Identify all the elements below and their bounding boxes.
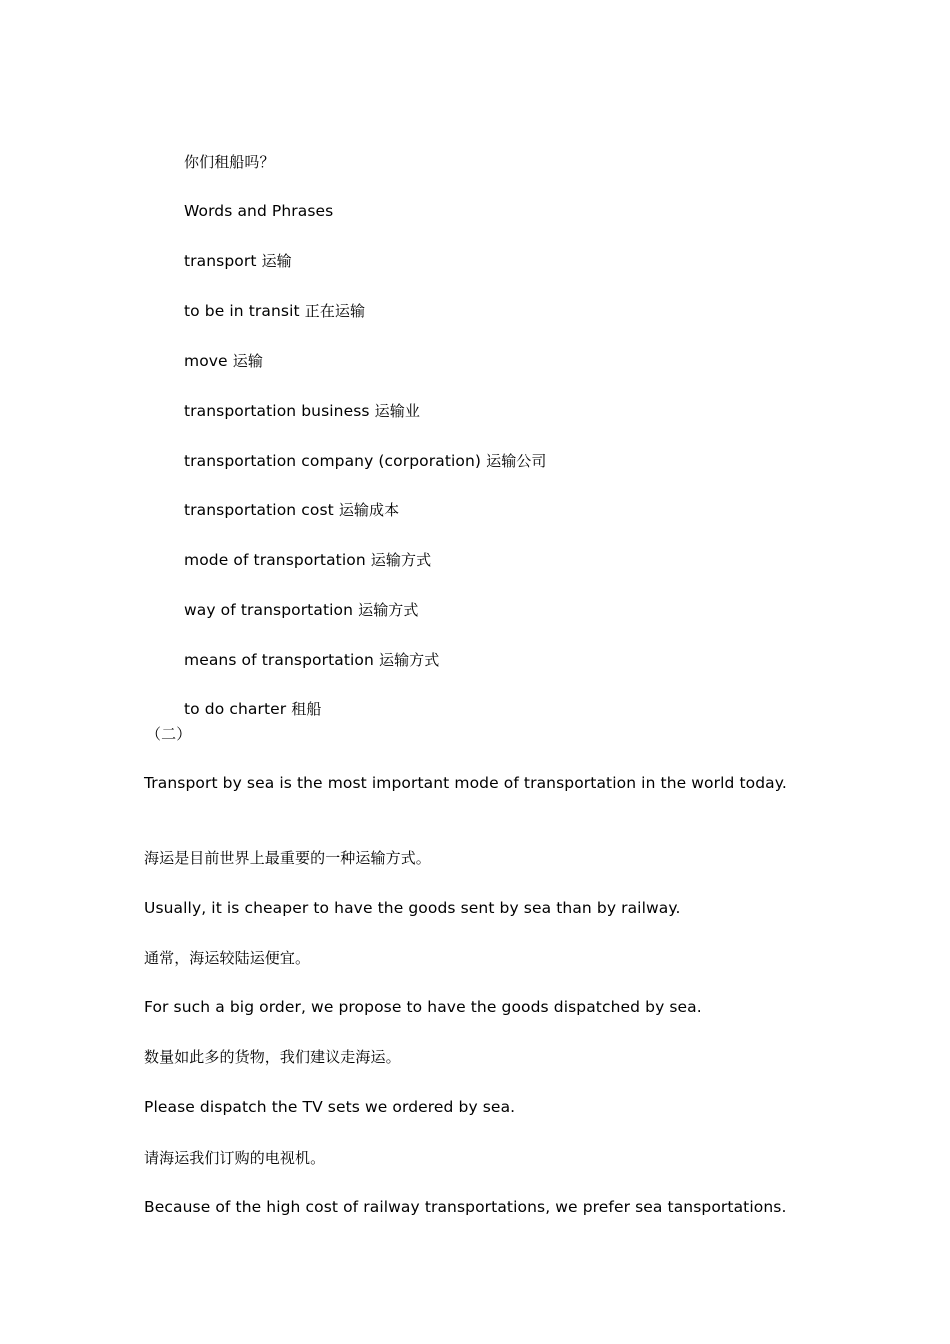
sentence-en: Please dispatch the TV sets we ordered by sea. (144, 1098, 516, 1116)
sentence-zh: 海运是目前世界上最重要的一种运输方式。 (144, 849, 431, 867)
sentence-zh: 通常，海运较陆运便宜。 (144, 949, 311, 967)
vocab-item: transportation business 运输业 (184, 402, 420, 420)
vocab-item: transportation company (corporation) 运输公司 (184, 452, 547, 470)
vocab-item: move 运输 (184, 352, 263, 370)
sentence-en: Transport by sea is the most important mode of transportation in the world today. (144, 774, 787, 792)
vocab-item: mode of transportation 运输方式 (184, 551, 432, 569)
sentence-zh: 请海运我们订购的电视机。 (144, 1149, 326, 1167)
vocab-item: way of transportation 运输方式 (184, 601, 419, 619)
sentence-en: Usually, it is cheaper to have the goods sent by sea than by railway. (144, 899, 681, 917)
sentence-en: For such a big order, we propose to have the goods dispatched by sea. (144, 998, 702, 1016)
vocab-item: to be in transit 正在运输 (184, 302, 366, 320)
sentence-en: Because of the high cost of railway transportations, we prefer sea tansportations. (144, 1198, 787, 1216)
sentence-zh: 数量如此多的货物，我们建议走海运。 (144, 1048, 401, 1066)
vocab-item: means of transportation 运输方式 (184, 651, 440, 669)
vocab-heading: Words and Phrases (184, 202, 334, 220)
vocab-item: transport 运输 (184, 252, 292, 270)
section-label: （二） (146, 725, 192, 743)
vocab-question: 你们租船吗？ (184, 153, 275, 171)
vocab-item: transportation cost 运输成本 (184, 501, 400, 519)
vocab-item: to do charter 租船 (184, 700, 322, 718)
